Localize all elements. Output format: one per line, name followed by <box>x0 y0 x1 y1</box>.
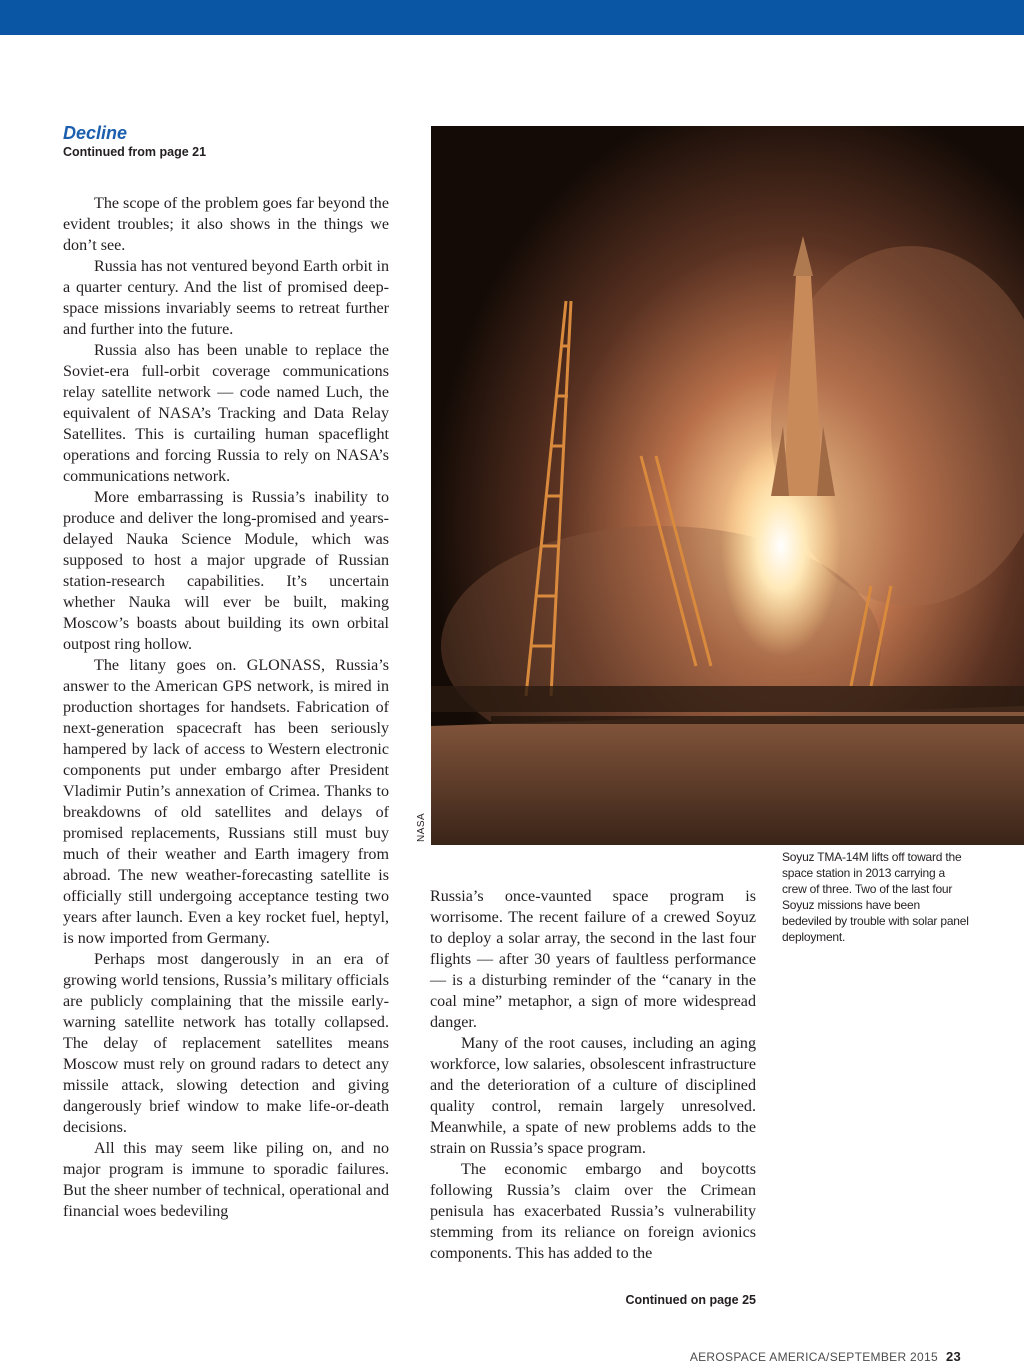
section-kicker: Decline <box>63 123 128 143</box>
page-number: 23 <box>945 1349 961 1364</box>
paragraph: Russia has not ventured beyond Earth orbit in a quarter century. And the list of promised deep-space missions invariably seems to retreat further and further into the future. <box>63 258 389 338</box>
rocket-launch-photo <box>431 126 1024 845</box>
continued-from-label: Continued from page 21 <box>63 145 207 159</box>
header-bar <box>0 0 1024 35</box>
paragraph: Russia also has been unable to replace the Soviet-era full-orbit coverage communications relay satellite network — code named Luch, the equivalent of NASA’s Tracking and Data Relay Satellites. This is curtailing human spaceflight operations and forcing Russia to rely on NASA’s communications network. <box>63 342 389 485</box>
article-column-left <box>63 193 389 1222</box>
photo-credit: NASA <box>416 812 427 842</box>
page-footer <box>690 1349 961 1364</box>
paragraph: Many of the root causes, including an aging workforce, low salaries, obsolescent infrastructure and the deterioration of a culture of disciplined quality control, remain largely unresolved. Meanwhile, a spate of new problems adds to the strain on Russia’s space program. <box>430 1035 756 1157</box>
continued-on-label: Continued on page 25 <box>625 1293 756 1307</box>
paragraph: The economic embargo and boycotts following Russia’s claim over the Crimean penisula has exacerbated Russia’s vulnerability stemming from its reliance on foreign avionics components. This has added to the <box>430 1161 756 1262</box>
paragraph: The litany goes on. GLONASS, Russia’s answer to the American GPS network, is mired in production shortages for handsets. Fabrication of next-generation spacecraft has been seriously hampered by lack of access to Western electronic components put under embargo after President Vladimir Putin’s annexation of Crimea. Thanks to breakdowns of old satellites and delays of promised replacements, Russians still must buy much of their weather and Earth imagery from abroad. The new weather-forecasting satellite is officially still undergoing acceptance testing two years after launch. Even a key rocket fuel, heptyl, is now imported from Germany. <box>63 657 389 947</box>
publication-name: AEROSPACE AMERICA/SEPTEMBER 2015 <box>689 1350 938 1364</box>
paragraph: Russia’s once-vaunted space program is worrisome. The recent failure of a crewed Soyuz to deploy a solar array, the second in the last four flights — after 30 years of faultless performance — is a disturbing reminder of the “canary in the coal mine” metaphor, a sign of more widespread danger. <box>430 888 756 1031</box>
paragraph: All this may seem like piling on, and no major program is immune to sporadic failures. But the sheer number of technical, operational and financial woes bedeviling <box>63 1140 389 1220</box>
paragraph: The scope of the problem goes far beyond the evident troubles; it also shows in the things we don’t see. <box>63 195 389 254</box>
photo-caption: Soyuz TMA-14M lifts off toward the space station in 2013 carrying a crew of three. Two of the last four Soyuz missions have been bedeviled by trouble with solar panel deployment. <box>782 850 969 944</box>
article-column-middle <box>430 886 756 1264</box>
paragraph: More embarrassing is Russia’s inability to produce and deliver the long-promised and years-delayed Nauka Science Module, which was supposed to host a major upgrade of Russian station-research capabilities. It’s uncertain whether Nauka will ever be built, making Moscow’s boasts about building its own orbital outpost ring hollow. <box>63 489 389 653</box>
paragraph: Perhaps most dangerously in an era of growing world tensions, Russia’s military officials are publicly complaining that the missile early-warning satellite network has totally collapsed. The delay of replacement satellites means Moscow must rely on ground radars to detect any missile attack, slowing detection and giving dangerously brief window to make life-or-death decisions. <box>63 951 389 1136</box>
